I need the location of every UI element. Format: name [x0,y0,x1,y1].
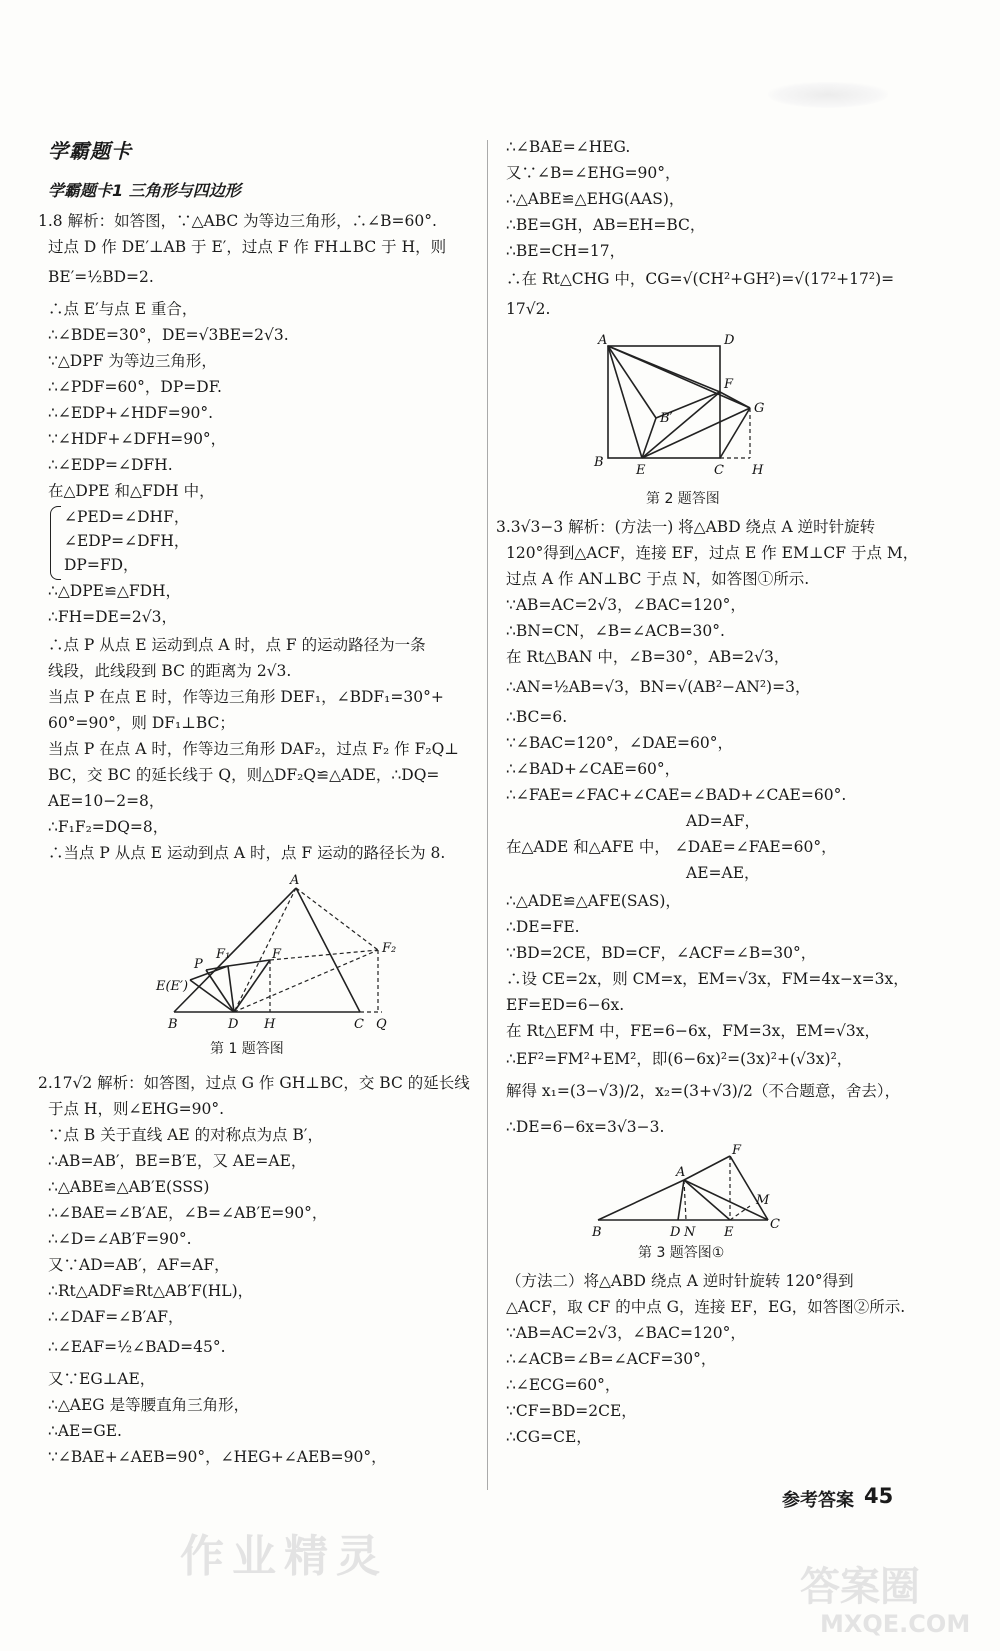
text-line: ∴AN=½AB=√3，BN=√(AB²−AN²)=3， [506,678,811,696]
text-line: 又∵EG⊥AE， [48,1370,156,1388]
text-line: ∴在 Rt△CHG 中，CG=√(CH²+GH²)=√(17²+17²)= [506,270,895,288]
column-divider [487,140,488,1490]
text-line: ∴CG=CE， [506,1428,592,1446]
text-line: ∵CF=BD=2CE， [506,1402,637,1420]
text-line: ∵△DPF 为等边三角形， [48,352,217,370]
text-line: ∴∠DAF=∠B′AF， [48,1308,184,1326]
text-line: ∴∠ACB=∠B=∠ACF=30°， [506,1350,717,1368]
fig2-label: D [724,333,735,348]
text-line: ∴AE=GE. [48,1422,122,1440]
text-line: ∴EF²=FM²+EM²，即(6−6x)²=(3x)²+(√3x)²， [506,1050,853,1068]
figure-2 [586,330,806,480]
text-line: 17√2. [506,300,551,318]
text-line: AE=AE， [686,864,760,882]
text-line: ∴BE=CH=17， [506,242,626,260]
fig3-label: D [670,1225,681,1240]
fig1-label: H [264,1017,276,1032]
text-line: ∴BE=GH，AB=EH=BC， [506,216,706,234]
text-line: ∴△ABE≌△EHG(AAS)， [506,190,685,208]
text-line: ∴AB=AB′，BE=B′E，又 AE=AE， [48,1152,307,1170]
text-line: ∴∠ECG=60°， [506,1376,621,1394]
text-line: ∴∠PDF=60°，DP=DF. [48,378,222,396]
text-line: ∴∠BDE=30°，DE=√3BE=2√3. [48,326,289,344]
text-line: ∵BD=2CE，BD=CF，∠ACF=∠B=30°， [506,944,817,962]
text-line: ∴∠FAE=∠FAC+∠CAE=∠BAD+∠CAE=60°. [506,786,847,804]
text-line: ∵点 B 关于直线 AE 的对称点为点 B′， [48,1126,323,1144]
section-title: 学霸题卡 [48,139,132,163]
text-line: BC，交 BC 的延长线于 Q，则△DF₂Q≌△ADE，∴DQ= [48,766,440,784]
text-line: ∴△AEG 是等腰直角三角形， [48,1396,250,1414]
text-line: DP=FD， [64,556,139,574]
text-line: ∴设 CE=2x，则 CM=x，EM=√3x，FM=4x−x=3x， [506,970,909,988]
fig1-label: F₂ [382,941,397,956]
fig2-label: F [724,377,734,392]
brace [50,506,61,580]
text-line: 1.8 解析：如答图，∵△ABC 为等边三角形，∴∠B=60°. [38,212,437,230]
text-line: ∴∠EAF=½∠BAD=45°. [48,1338,226,1356]
figure-2-caption: 第 2 题答图 [646,491,720,507]
fig3-label: C [770,1217,780,1232]
fig3-label: N [684,1225,696,1240]
text-line: 线段，此线段到 BC 的距离为 2√3. [48,662,292,680]
text-line: 3.3√3−3 解析：(方法一) 将△ABD 绕点 A 逆时针旋转 [496,518,876,536]
fig2-label: E [636,463,646,478]
figure-3 [592,1144,792,1240]
text-line: 在△ADE 和△AFE 中， ∠DAE=∠FAE=60°， [506,838,837,856]
text-line: ∴BN=CN，∠B=∠ACB=30°. [506,622,725,640]
text-line: 在△DPE 和△FDH 中， [48,482,215,500]
watermark: 答案圈 [800,1564,920,1610]
text-line: ∴点 P 从点 E 运动到点 A 时，点 F 的运动路径为一条 [48,636,426,654]
text-line: ∵AB=AC=2√3，∠BAC=120°， [506,596,746,614]
text-line: ∴△ADE≌△AFE(SAS)， [506,892,681,910]
text-line: 2.17√2 解析：如答图，过点 G 作 GH⊥BC，交 BC 的延长线 [38,1074,470,1092]
fig3-label: F [732,1143,742,1158]
text-line: 又∵∠B=∠EHG=90°， [506,164,681,182]
text-line: AD=AF， [686,812,761,830]
text-line: ∴∠EDP+∠HDF=90°. [48,404,214,422]
text-line: ∴∠EDP=∠DFH. [48,456,173,474]
text-line: BE′=½BD=2. [48,268,154,286]
fig3-label: A [676,1165,686,1180]
figure-1 [156,870,428,1032]
text-line: ∴FH=DE=2√3， [48,608,177,626]
text-line: ∠EDP=∠DFH， [64,532,190,550]
fig1-label: F₁ [216,947,231,962]
top-decoration [768,82,888,108]
text-line: 过点 D 作 DE′⊥AB 于 E′，过点 F 作 FH⊥BC 于 H，则 [48,238,447,256]
text-line: ∴DE=6−6x=3√3−3. [506,1118,665,1136]
watermark: MXQE.COM [820,1610,971,1638]
text-line: ∠PED=∠DHF， [64,508,190,526]
fig2-label: A [598,333,608,348]
fig2-label: B′ [660,411,673,426]
text-line: ∴DE=FE. [506,918,580,936]
fig1-label: B [168,1017,178,1032]
figure-3-caption: 第 3 题答图① [638,1245,725,1261]
text-line: ∵AB=AC=2√3，∠BAC=120°， [506,1324,746,1342]
text-line: ∴Rt△ADF≌Rt△AB′F(HL)， [48,1282,254,1300]
text-line: 于点 H，则∠EHG=90°. [48,1100,225,1118]
text-line: ∴∠BAD+∠CAE=60°， [506,760,681,778]
text-line: 当点 P 在点 E 时，作等边三角形 DEF₁，∠BDF₁=30°+ [48,688,444,706]
text-line: 解得 x₁=(3−√3)/2，x₂=(3+√3)/2（不合题意，舍去）， [506,1082,901,1100]
text-line: ∴BC=6. [506,708,568,726]
page-number: 45 [864,1484,894,1508]
fig3-label: E [724,1225,734,1240]
footer-label: 参考答案 [782,1490,854,1511]
fig1-label: E(E′) [156,979,189,994]
fig1-label: A [290,873,300,888]
fig1-label: F [272,947,282,962]
text-line: ∵∠HDF+∠DFH=90°， [48,430,227,448]
text-line: EF=ED=6−6x. [506,996,625,1014]
fig2-label: H [752,463,764,478]
text-line: 60°=90°，则 DF₁⊥BC； [48,714,235,732]
text-line: ∵∠BAC=120°，∠DAE=60°， [506,734,733,752]
text-line: ∴F₁F₂=DQ=8， [48,818,169,836]
fig2-label: B [594,455,604,470]
fig1-label: C [354,1017,364,1032]
text-line: 在 Rt△EFM 中，FE=6−6x，FM=3x，EM=√3x， [506,1022,880,1040]
fig1-label: D [228,1017,239,1032]
fig1-label: Q [376,1017,387,1032]
text-line: （方法二）将△ABD 绕点 A 逆时针旋转 120°得到 [506,1272,854,1290]
text-line: ∵∠BAE+∠AEB=90°，∠HEG+∠AEB=90°， [48,1448,387,1466]
text-line: 在 Rt△BAN 中，∠B=30°，AB=2√3， [506,648,790,666]
figure-1-caption: 第 1 题答图 [210,1041,284,1057]
fig3-label: B [592,1225,602,1240]
text-line: ∴∠BAE=∠HEG. [506,138,631,156]
text-line: ∴∠BAE=∠B′AE，∠B=∠AB′E=90°， [48,1204,328,1222]
text-line: △ACF，取 CF 的中点 G，连接 EF，EG，如答图②所示. [506,1298,906,1316]
watermark: 作业精灵 [180,1531,388,1582]
fig1-label: P [194,957,203,972]
fig2-label: G [754,401,765,416]
fig2-label: C [714,463,724,478]
text-line: 120°得到△ACF，连接 EF，过点 E 作 EM⊥CF 于点 M， [506,544,919,562]
text-line: ∴点 E′与点 E 重合， [48,300,198,318]
fig3-label: M [756,1193,770,1208]
text-line: 当点 P 在点 A 时，作等边三角形 DAF₂，过点 F₂ 作 F₂Q⊥ [48,740,459,758]
text-line: AE=10−2=8， [48,792,165,810]
card-subtitle: 学霸题卡1 三角形与四边形 [48,181,241,200]
text-line: ∴当点 P 从点 E 运动到点 A 时，点 F 运动的路径长为 8. [48,844,446,862]
text-line: ∴∠D=∠AB′F=90°. [48,1230,192,1248]
text-line: ∴△ABE≌△AB′E(SSS) [48,1178,210,1196]
text-line: ∴△DPE≌△FDH， [48,582,182,600]
text-line: 又∵AD=AB′，AF=AF， [48,1256,230,1274]
text-line: 过点 A 作 AN⊥BC 于点 N，如答图①所示. [506,570,810,588]
